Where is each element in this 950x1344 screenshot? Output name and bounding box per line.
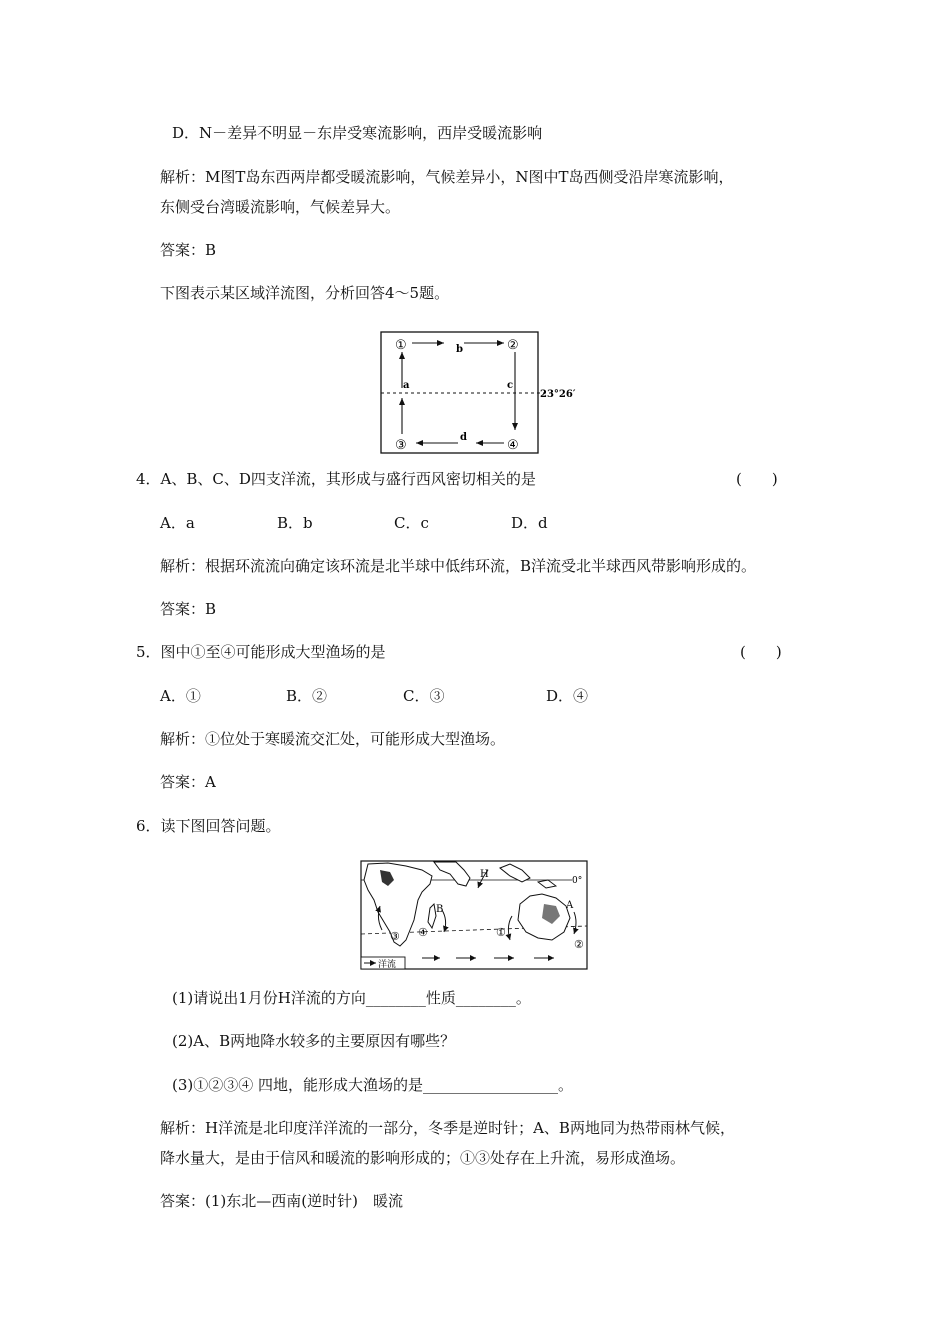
q4-analysis: 解析：根据环流流向确定该环流是北半球中低纬环流，B洋流受北半球西风带影响形成的。 [160,557,757,575]
q4-answer: 答案：B [160,600,217,618]
q5-analysis: 解析：①位处于寒暖流交汇处，可能形成大型渔场。 [160,730,506,748]
map-label-4: ④ [418,926,428,939]
latitude-label: 23°26′ [540,389,576,400]
q4-option-d: D．d [511,514,548,532]
q6-analysis-line1: 解析：H洋流是北印度洋洋流的一部分，冬季是逆时针；A、B两地同为热带雨林气候， [160,1119,735,1137]
q5-answer: 答案：A [160,773,216,791]
q6-analysis-line2: 降水量大，是由于信风和暖流的影响形成的；①③处存在上升流，易形成渔场。 [160,1149,686,1167]
current-d-label: d [460,432,467,443]
node-1-label: ① [395,338,407,353]
current-c-label: c [507,380,514,391]
q6-sub2: (2)A、B两地降水较多的主要原因有哪些？ [172,1032,456,1050]
map-label-a: A [566,900,574,911]
q5-option-d: D．④ [546,687,589,705]
map-label-equator: 0° [572,876,583,886]
ocean-current-loop-diagram [380,330,592,456]
map-label-b: B [436,904,444,915]
q6-sub1: (1)请说出1月份H洋流的方向________性质________。 [172,989,531,1007]
map-label-2: ② [574,938,584,951]
current-a-label: a [403,380,410,391]
q6-answer: 答案：(1)东北—西南(逆时针) 暖流 [160,1192,403,1210]
node-3-label: ③ [395,438,407,453]
q3-answer: 答案：B [160,241,217,259]
map-label-h: H [480,869,489,880]
q4-option-c: C．c [394,514,429,532]
q4-option-b: B．b [277,514,313,532]
indian-ocean-currents-map [360,860,590,972]
q6-sub3: (3)①②③④ 四地，能形成大渔场的是__________________。 [172,1076,574,1094]
legend-label: 洋流 [378,960,397,970]
map-label-1: ① [496,926,506,939]
q4-option-a: A．a [160,514,195,532]
current-b-label: b [456,344,463,355]
q5-option-a: A．① [160,687,201,705]
node-2-label: ② [507,338,519,353]
q5-option-c: C．③ [403,687,445,705]
q5-stem: 5．图中①至④可能形成大型渔场的是 [136,643,386,661]
q5-option-b: B．② [286,687,328,705]
q4-stem: 4．A、B、C、D四支洋流，其形成与盛行西风密切相关的是 [136,470,536,488]
intro-4-5: 下图表示某区域洋流图，分析回答4～5题。 [160,284,450,302]
q4-answer-paren: ( ) [736,470,778,488]
map-label-3: ③ [390,930,400,943]
q6-stem: 6．读下图回答问题。 [136,817,281,835]
node-4-label: ④ [507,438,519,453]
q5-answer-paren: ( ) [740,643,782,661]
q3-option-d: D．N－差异不明显－东岸受寒流影响，西岸受暖流影响 [172,124,543,142]
q3-analysis-line2: 东侧受台湾暖流影响，气候差异大。 [160,198,401,216]
q3-analysis-line1: 解析：M图T岛东西两岸都受暖流影响，气候差异小，N图中T岛西侧受沿岸寒流影响， [160,168,734,186]
